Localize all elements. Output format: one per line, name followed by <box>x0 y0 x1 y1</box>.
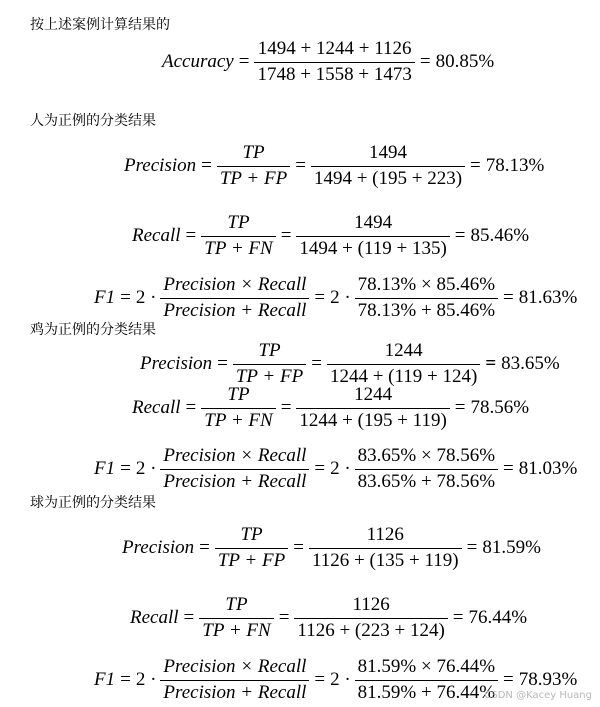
f1-result: 81.03% <box>518 458 578 479</box>
f1-lhs: F1 <box>94 458 116 479</box>
accuracy-result: 80.85% <box>435 51 495 72</box>
person-f1-equation: F1 = 2 · $\frac{\text{Precision × Recall}}{\text{Precision + Recall}}$ = 2 · $\frac{78.13\% \times 85.46\%}{78.13\% + 85.46\%}$ = 81.63% <box>94 274 578 321</box>
recall-formula-fraction: $\frac{TP}{TP + FN}$ <box>201 212 275 260</box>
precision-lhs: Precision <box>124 155 197 176</box>
heading-chicken: 鸡为正例的分类结果 <box>30 322 156 338</box>
chicken-f1-equation: F1 = 2 · $\frac{\text{Precision × Recall}}{\text{Precision + Recall}}$ = 2 · $\frac{83.65\% \times 78.56\%}{83.65\% + 78.56\%}$ = 81.03% <box>94 445 578 492</box>
chicken-precision-equation: Precision = $\frac{TP}{TP + FP}$ = $\frac{1244}{1244 + (119 + 124)}$ = 83.65% <box>140 340 560 387</box>
ball-f1-equation: F1 = 2 · $\frac{\text{Precision × Recall}}{\text{Precision + Recall}}$ = 2 · $\frac{81.59\% \times 76.44\%}{81.59\% + 76.44\%}$ = 78.93% <box>94 656 578 703</box>
accuracy-lhs: Accuracy <box>162 51 234 72</box>
heading-ball: 球为正例的分类结果 <box>30 495 156 511</box>
person-precision-equation: Precision = $\frac{TP}{TP + FP}$ = $\frac{1494}{1494 + (195 + 223)}$ = 78.13% <box>124 142 545 189</box>
f1-lhs: F1 <box>94 287 116 308</box>
f1-value-fraction: $\frac{81.59\% \times 76.44\%}{81.59\% + 76.44\%}$ <box>355 656 498 704</box>
f1-value-fraction: $\frac{78.13\% \times 85.46\%}{78.13\% + 85.46\%}$ <box>355 274 498 322</box>
f1-result: 81.63% <box>518 287 578 308</box>
heading-intro: 按上述案例计算结果的 <box>30 17 170 33</box>
recall-result: 76.44% <box>468 607 528 628</box>
ball-recall-equation: Recall = $\frac{TP}{TP + FN}$ = $\frac{1126}{1126 + (223 + 124)}$ = 76.44% <box>130 594 528 641</box>
accuracy-denominator: 1748 + 1558 + 1473 <box>254 62 414 86</box>
accuracy-numerator: 1494 + 1244 + 1126 <box>257 38 412 59</box>
precision-lhs: Precision <box>122 537 195 558</box>
f1-result: 78.93% <box>518 669 578 690</box>
precision-formula-fraction: $\frac{TP}{TP + FP}$ <box>215 524 288 572</box>
recall-formula-fraction: $\frac{TP}{TP + FN}$ <box>201 384 275 432</box>
person-recall-equation: Recall = $\frac{TP}{TP + FN}$ = $\frac{1494}{1494 + (119 + 135)}$ = 85.46% <box>132 212 530 259</box>
recall-lhs: Recall <box>132 397 181 418</box>
chicken-recall-equation: Recall = $\frac{TP}{TP + FN}$ = $\frac{1244}{1244 + (195 + 119)}$ = 78.56% <box>132 384 530 431</box>
precision-result: 83.65% <box>501 353 560 374</box>
recall-value-fraction: $\frac{1494}{1494 + (119 + 135)}$ <box>296 212 449 260</box>
recall-value-fraction: $\frac{1126}{1126 + (223 + 124)}$ <box>294 594 447 642</box>
precision-formula-fraction: $\frac{TP}{TP + FP}$ <box>233 340 306 388</box>
recall-value-fraction: $\frac{1244}{1244 + (195 + 119)}$ <box>296 384 449 432</box>
recall-lhs: Recall <box>130 607 179 628</box>
accuracy-equation: Accuracy = $\frac{1494 + 1244 + 1126}{1748 + 1558 + 1473}$ = 80.85% <box>162 38 495 85</box>
precision-result: 81.59% <box>482 537 541 558</box>
f1-formula-fraction: $\frac{\text{Precision × Recall}}{\text{Precision + Recall}}$ <box>160 445 309 493</box>
recall-result: 85.46% <box>470 225 530 246</box>
heading-person: 人为正例的分类结果 <box>30 113 156 129</box>
precision-value-fraction: $\frac{1244}{1244 + (119 + 124)}$ <box>327 340 480 388</box>
ball-precision-equation: Precision = $\frac{TP}{TP + FP}$ = $\frac{1126}{1126 + (135 + 119)}$ = 81.59% <box>122 524 541 571</box>
recall-formula-fraction: $\frac{TP}{TP + FN}$ <box>199 594 273 642</box>
precision-value-fraction: $\frac{1494}{1494 + (195 + 223)}$ <box>311 142 465 190</box>
f1-formula-fraction: $\frac{\text{Precision × Recall}}{\text{Precision + Recall}}$ <box>160 656 309 704</box>
recall-result: 78.56% <box>470 397 530 418</box>
f1-formula-fraction: $\frac{\text{Precision × Recall}}{\text{Precision + Recall}}$ <box>160 274 309 322</box>
f1-value-fraction: $\frac{83.65\% \times 78.56\%}{83.65\% + 78.56\%}$ <box>355 445 498 493</box>
accuracy-fraction <box>254 38 414 86</box>
precision-lhs: Precision <box>140 353 213 374</box>
recall-lhs: Recall <box>132 225 181 246</box>
watermark: CSDN @Kacey Huang <box>484 690 592 701</box>
f1-lhs: F1 <box>94 669 116 690</box>
precision-formula-fraction: $\frac{TP}{TP + FP}$ <box>217 142 290 190</box>
precision-result: 78.13% <box>485 155 545 176</box>
precision-value-fraction: $\frac{1126}{1126 + (135 + 119)}$ <box>309 524 462 572</box>
